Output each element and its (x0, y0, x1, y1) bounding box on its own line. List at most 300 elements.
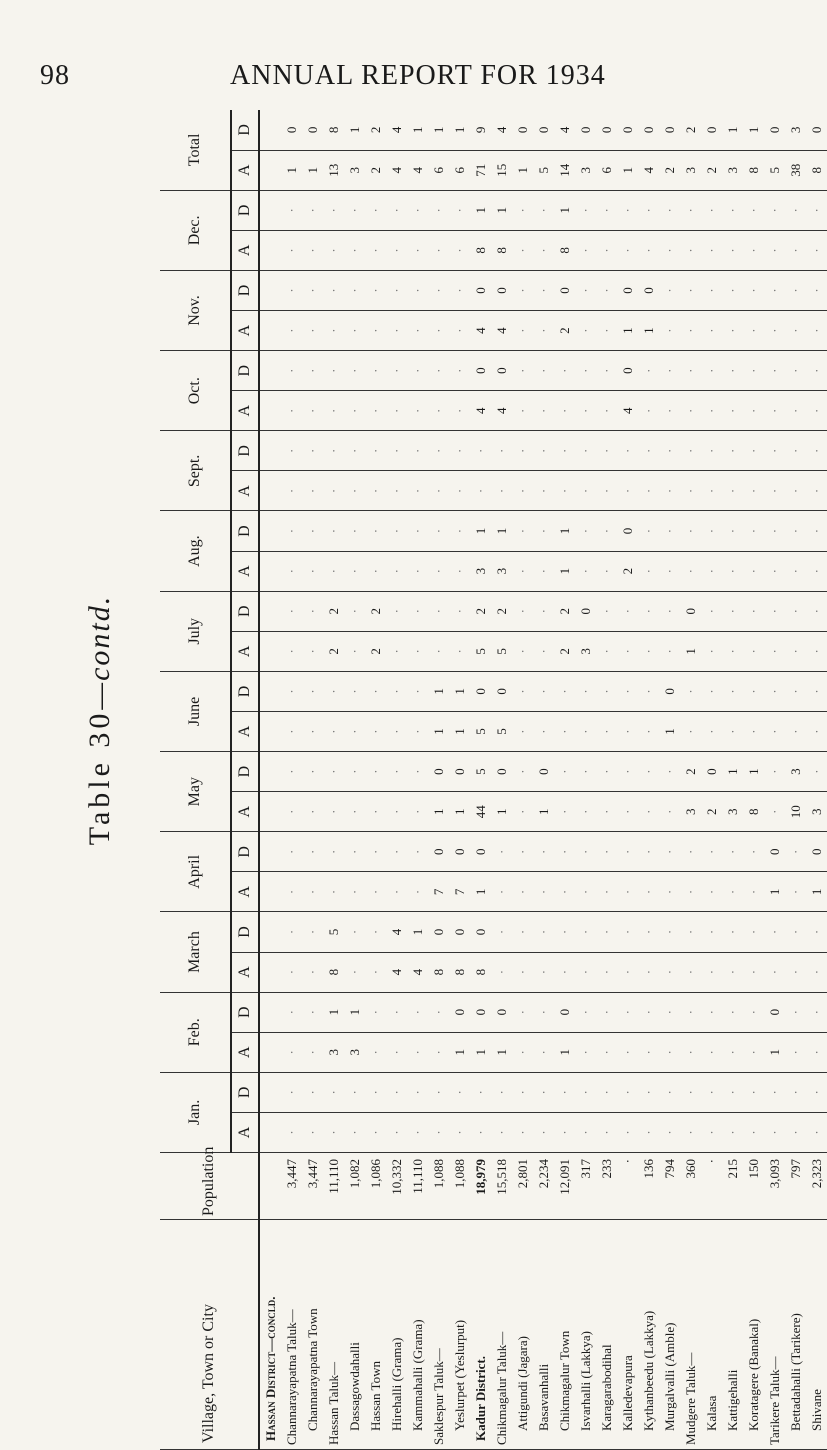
header-attacks: A (231, 1032, 259, 1072)
deaths-cell: · (323, 752, 344, 792)
attacks-cell: · (680, 1112, 701, 1152)
village-name: Chikmagalur Taluk— (491, 1220, 512, 1450)
deaths-cell: · (302, 671, 323, 711)
table-row (806, 110, 827, 1450)
attacks-cell: · (743, 952, 764, 992)
population-value: 10,332 (386, 1153, 407, 1220)
header-month: Aug. (160, 511, 231, 591)
deaths-cell: · (617, 190, 638, 230)
table-row (554, 110, 575, 1450)
village-name: Attigundi (Jagara) (512, 1220, 533, 1450)
attacks-cell: · (722, 1032, 743, 1072)
table-row (743, 110, 764, 1450)
deaths-cell: · (512, 1072, 533, 1112)
deaths-cell: · (575, 511, 596, 551)
deaths-cell: · (659, 752, 680, 792)
attacks-cell: · (764, 551, 785, 591)
attacks-cell: 1 (617, 311, 638, 351)
deaths-cell: · (365, 431, 386, 471)
deaths-cell: 1 (491, 190, 512, 230)
deaths-cell: · (701, 190, 722, 230)
deaths-cell: · (302, 912, 323, 952)
attacks-cell: · (386, 471, 407, 511)
deaths-cell: · (701, 431, 722, 471)
deaths-cell: · (638, 190, 659, 230)
deaths-cell: · (638, 1072, 659, 1112)
attacks-cell: 1 (764, 1032, 785, 1072)
attacks-cell: · (617, 631, 638, 671)
attacks-cell: · (638, 792, 659, 832)
attacks-cell: · (512, 711, 533, 751)
attacks-cell: · (281, 792, 302, 832)
attacks-cell: 1 (806, 872, 827, 912)
deaths-cell: 1 (743, 110, 764, 150)
attacks-cell: · (407, 1032, 428, 1072)
deaths-cell: · (512, 431, 533, 471)
header-deaths: D (231, 671, 259, 711)
deaths-cell: 1 (722, 752, 743, 792)
deaths-cell: · (302, 752, 323, 792)
village-name: Shivane (806, 1220, 827, 1450)
attacks-cell: · (470, 471, 491, 511)
deaths-cell: · (512, 591, 533, 631)
attacks-cell: · (302, 1032, 323, 1072)
attacks-cell: · (512, 1032, 533, 1072)
attacks-cell: · (344, 391, 365, 431)
deaths-cell: · (365, 351, 386, 391)
deaths-cell (259, 591, 281, 631)
table-row (680, 110, 701, 1450)
attacks-cell: · (365, 872, 386, 912)
attacks-cell: · (428, 551, 449, 591)
deaths-cell: 2 (365, 110, 386, 150)
deaths-cell: · (407, 190, 428, 230)
attacks-cell: · (701, 471, 722, 511)
deaths-cell: · (554, 671, 575, 711)
attacks-cell: · (323, 792, 344, 832)
deaths-cell: · (365, 1072, 386, 1112)
table-caption-suffix: —contd. (83, 594, 116, 710)
attacks-cell: · (680, 311, 701, 351)
attacks-cell: 1 (470, 1032, 491, 1072)
deaths-cell: · (365, 190, 386, 230)
attacks-cell: · (617, 952, 638, 992)
deaths-cell: · (743, 351, 764, 391)
table-row (323, 110, 344, 1450)
deaths-cell: · (554, 752, 575, 792)
header-row-months (160, 110, 231, 1450)
attacks-cell: · (281, 631, 302, 671)
deaths-cell: 0 (596, 110, 617, 150)
deaths-cell: · (491, 1072, 512, 1112)
attacks-cell: · (512, 1112, 533, 1152)
attacks-cell: 8 (806, 150, 827, 190)
attacks-cell: · (554, 391, 575, 431)
attacks-cell: 1 (512, 150, 533, 190)
attacks-cell: · (575, 1032, 596, 1072)
attacks-cell: · (512, 952, 533, 992)
deaths-cell (259, 110, 281, 150)
village-name: Basavanhalli (533, 1220, 554, 1450)
header-month: Nov. (160, 270, 231, 350)
header-deaths: D (231, 1072, 259, 1112)
attacks-cell: · (659, 471, 680, 511)
attacks-cell: · (764, 631, 785, 671)
village-name: Channarayapatna Town (302, 1220, 323, 1450)
header-attacks: A (231, 631, 259, 671)
deaths-cell: 0 (491, 351, 512, 391)
attacks-cell: · (386, 631, 407, 671)
attacks-cell: · (554, 471, 575, 511)
village-name: Dassagowdahalli (344, 1220, 365, 1450)
deaths-cell: 0 (491, 270, 512, 310)
attacks-cell: · (554, 952, 575, 992)
attacks-cell: 3 (722, 792, 743, 832)
attacks-cell: · (428, 1112, 449, 1152)
deaths-cell: · (659, 351, 680, 391)
population-value: 11,110 (323, 1153, 344, 1220)
deaths-cell: 0 (638, 110, 659, 150)
attacks-cell: 2 (365, 631, 386, 671)
population-value: 3,447 (281, 1153, 302, 1220)
attacks-cell: · (281, 551, 302, 591)
attacks-cell: · (575, 952, 596, 992)
attacks-cell: · (281, 872, 302, 912)
attacks-cell: · (512, 631, 533, 671)
header-deaths: D (231, 110, 259, 150)
attacks-cell: · (575, 230, 596, 270)
attacks-cell: · (638, 1032, 659, 1072)
deaths-cell: 0 (470, 912, 491, 952)
attacks-cell (259, 230, 281, 270)
attacks-cell: · (449, 631, 470, 671)
attacks-cell: · (659, 551, 680, 591)
attacks-cell: · (386, 391, 407, 431)
attacks-cell: · (302, 230, 323, 270)
deaths-cell: 0 (533, 110, 554, 150)
attacks-cell: · (806, 551, 827, 591)
deaths-cell: · (491, 431, 512, 471)
header-deaths: D (231, 270, 259, 310)
attacks-cell: · (512, 792, 533, 832)
village-name: Bettadahalli (Tarikere) (785, 1220, 806, 1450)
attacks-cell: · (344, 792, 365, 832)
deaths-cell: 0 (806, 832, 827, 872)
deaths-cell: · (449, 431, 470, 471)
deaths-cell: · (806, 1072, 827, 1112)
attacks-cell: · (659, 391, 680, 431)
deaths-cell: · (386, 1072, 407, 1112)
attacks-cell: · (743, 230, 764, 270)
deaths-cell: · (743, 511, 764, 551)
deaths-cell: · (281, 671, 302, 711)
attacks-cell: · (302, 391, 323, 431)
deaths-cell: 4 (386, 110, 407, 150)
attacks-cell: 2 (659, 150, 680, 190)
attacks-cell: · (428, 311, 449, 351)
deaths-cell: · (806, 992, 827, 1032)
deaths-cell: · (722, 832, 743, 872)
deaths-cell: · (344, 671, 365, 711)
attacks-cell: · (701, 311, 722, 351)
village-name: Hassan Town (365, 1220, 386, 1450)
deaths-cell: · (680, 511, 701, 551)
deaths-cell: · (533, 912, 554, 952)
attacks-cell: · (764, 471, 785, 511)
deaths-cell: 0 (470, 992, 491, 1032)
attacks-cell: · (302, 792, 323, 832)
deaths-cell: · (281, 431, 302, 471)
deaths-cell: · (449, 511, 470, 551)
village-name: Murgalvalli (Amble) (659, 1220, 680, 1450)
attacks-cell: 8 (491, 230, 512, 270)
header-month: Sept. (160, 431, 231, 511)
deaths-cell: · (701, 671, 722, 711)
deaths-cell: · (365, 511, 386, 551)
attacks-cell: · (428, 631, 449, 671)
attacks-cell: 1 (638, 311, 659, 351)
deaths-cell: · (407, 832, 428, 872)
attacks-cell: · (806, 230, 827, 270)
attacks-cell: 6 (596, 150, 617, 190)
attacks-cell: · (575, 711, 596, 751)
attacks-cell: · (722, 711, 743, 751)
attacks-cell (259, 631, 281, 671)
deaths-cell: · (554, 832, 575, 872)
deaths-cell: 0 (764, 832, 785, 872)
table-row (449, 110, 470, 1450)
attacks-cell (259, 952, 281, 992)
deaths-cell: 4 (554, 110, 575, 150)
attacks-cell: 5 (764, 150, 785, 190)
village-name: Hassan Taluk— (323, 1220, 344, 1450)
attacks-cell: 4 (470, 391, 491, 431)
deaths-cell: · (344, 832, 365, 872)
deaths-cell: · (386, 992, 407, 1032)
attacks-cell: · (722, 230, 743, 270)
attacks-cell: · (701, 230, 722, 270)
table-row (470, 110, 491, 1450)
deaths-cell: · (449, 190, 470, 230)
attacks-cell: 8 (470, 952, 491, 992)
attacks-cell: · (281, 471, 302, 511)
deaths-cell: 0 (575, 110, 596, 150)
deaths-cell: · (533, 511, 554, 551)
attacks-cell: · (617, 792, 638, 832)
attacks-cell: · (386, 792, 407, 832)
attacks-cell: 4 (470, 311, 491, 351)
deaths-cell: · (680, 351, 701, 391)
population-value: 794 (659, 1153, 680, 1220)
attacks-cell: · (407, 631, 428, 671)
deaths-cell: · (596, 270, 617, 310)
deaths-cell: · (701, 270, 722, 310)
population-value: 15,518 (491, 1153, 512, 1220)
deaths-cell: · (302, 832, 323, 872)
attacks-cell: 5 (470, 631, 491, 671)
deaths-cell: · (407, 270, 428, 310)
attacks-cell: 8 (470, 230, 491, 270)
header-month: Total (160, 110, 231, 190)
attacks-cell: · (638, 952, 659, 992)
deaths-cell: 5 (323, 912, 344, 952)
attacks-cell: · (386, 551, 407, 591)
attacks-cell: · (722, 471, 743, 511)
deaths-cell: 0 (428, 752, 449, 792)
attacks-cell: · (680, 872, 701, 912)
attacks-cell: · (764, 311, 785, 351)
table-row (638, 110, 659, 1450)
attacks-cell: · (512, 551, 533, 591)
deaths-cell: · (680, 190, 701, 230)
population-value: · (617, 1153, 638, 1220)
deaths-cell: 0 (806, 110, 827, 150)
attacks-cell: · (701, 631, 722, 671)
attacks-cell: 3 (806, 792, 827, 832)
deaths-cell: · (281, 752, 302, 792)
attacks-cell (259, 1032, 281, 1072)
attacks-cell: · (575, 311, 596, 351)
attacks-cell: · (323, 471, 344, 511)
attacks-cell: · (302, 551, 323, 591)
deaths-cell (259, 431, 281, 471)
deaths-cell: · (407, 431, 428, 471)
deaths-cell: 0 (281, 110, 302, 150)
attacks-cell: · (449, 551, 470, 591)
attacks-cell: · (806, 391, 827, 431)
deaths-cell: · (596, 511, 617, 551)
deaths-cell: · (344, 591, 365, 631)
attacks-cell: · (701, 872, 722, 912)
attacks-cell: · (554, 872, 575, 912)
attacks-cell: · (617, 471, 638, 511)
attacks-cell: · (323, 872, 344, 912)
deaths-cell: · (428, 1072, 449, 1112)
attacks-cell: · (764, 952, 785, 992)
deaths-cell: · (470, 431, 491, 471)
deaths-cell: · (785, 190, 806, 230)
attacks-cell: · (365, 551, 386, 591)
table-row (407, 110, 428, 1450)
population-value: 18,979 (470, 1153, 491, 1220)
attacks-cell: · (596, 311, 617, 351)
deaths-cell: · (323, 431, 344, 471)
deaths-cell: 2 (680, 752, 701, 792)
attacks-cell: · (785, 1112, 806, 1152)
attacks-cell: · (407, 872, 428, 912)
header-month: Feb. (160, 992, 231, 1072)
deaths-cell: · (302, 511, 323, 551)
deaths-cell: · (512, 671, 533, 711)
deaths-cell: · (701, 832, 722, 872)
table-row (512, 110, 533, 1450)
attacks-cell: 8 (743, 792, 764, 832)
attacks-cell: 1 (491, 792, 512, 832)
deaths-cell: · (449, 591, 470, 631)
deaths-cell: 5 (470, 752, 491, 792)
deaths-cell: · (323, 1072, 344, 1112)
header-deaths: D (231, 912, 259, 952)
deaths-cell: 0 (701, 110, 722, 150)
deaths-cell (259, 832, 281, 872)
attacks-cell: 3 (470, 551, 491, 591)
attacks-cell: · (806, 311, 827, 351)
deaths-cell: · (281, 591, 302, 631)
deaths-cell: · (764, 351, 785, 391)
attacks-cell: · (617, 1032, 638, 1072)
attacks-cell: · (617, 230, 638, 270)
attacks-cell: 2 (365, 150, 386, 190)
deaths-cell: · (596, 671, 617, 711)
population-value: 1,088 (428, 1153, 449, 1220)
population-value (259, 1153, 281, 1220)
attacks-cell: 1 (533, 792, 554, 832)
header-attacks: A (231, 391, 259, 431)
attacks-cell: · (722, 1112, 743, 1152)
deaths-cell: · (596, 912, 617, 952)
attacks-cell (259, 391, 281, 431)
deaths-cell: 0 (533, 752, 554, 792)
deaths-cell: · (323, 832, 344, 872)
deaths-cell: · (533, 1072, 554, 1112)
attacks-cell: · (323, 711, 344, 751)
deaths-cell: · (407, 992, 428, 1032)
table-row (659, 110, 680, 1450)
deaths-cell: · (512, 752, 533, 792)
deaths-cell: · (722, 671, 743, 711)
attacks-cell: · (575, 551, 596, 591)
deaths-cell: · (575, 752, 596, 792)
deaths-cell: 0 (764, 992, 785, 1032)
deaths-cell: · (596, 832, 617, 872)
attacks-cell: · (281, 391, 302, 431)
attacks-cell: · (554, 1112, 575, 1152)
deaths-cell: · (659, 912, 680, 952)
deaths-cell: · (617, 431, 638, 471)
deaths-cell: · (344, 1072, 365, 1112)
deaths-cell: 0 (449, 912, 470, 952)
village-name: Kalledevapura (617, 1220, 638, 1450)
deaths-cell: 1 (470, 511, 491, 551)
attacks-cell: · (554, 792, 575, 832)
deaths-cell: · (575, 992, 596, 1032)
attacks-cell: · (785, 391, 806, 431)
attacks-cell: · (491, 1112, 512, 1152)
village-statistics-table (160, 110, 827, 1450)
header-attacks: A (231, 311, 259, 351)
deaths-cell: · (323, 190, 344, 230)
deaths-cell: · (386, 431, 407, 471)
attacks-cell: · (659, 1112, 680, 1152)
attacks-cell: · (302, 631, 323, 671)
attacks-cell: · (785, 872, 806, 912)
header-attacks: A (231, 230, 259, 270)
table-row (596, 110, 617, 1450)
attacks-cell: · (533, 1032, 554, 1072)
attacks-cell: · (512, 391, 533, 431)
attacks-cell: · (386, 1112, 407, 1152)
deaths-cell: 2 (323, 591, 344, 631)
attacks-cell: · (386, 1032, 407, 1072)
header-month: Jan. (160, 1072, 231, 1152)
village-name: Kadur District. (470, 1220, 491, 1450)
deaths-cell: · (701, 1072, 722, 1112)
deaths-cell: · (302, 190, 323, 230)
attacks-cell: 2 (323, 631, 344, 671)
attacks-cell: · (344, 631, 365, 671)
deaths-cell: 0 (470, 351, 491, 391)
deaths-cell: · (638, 671, 659, 711)
